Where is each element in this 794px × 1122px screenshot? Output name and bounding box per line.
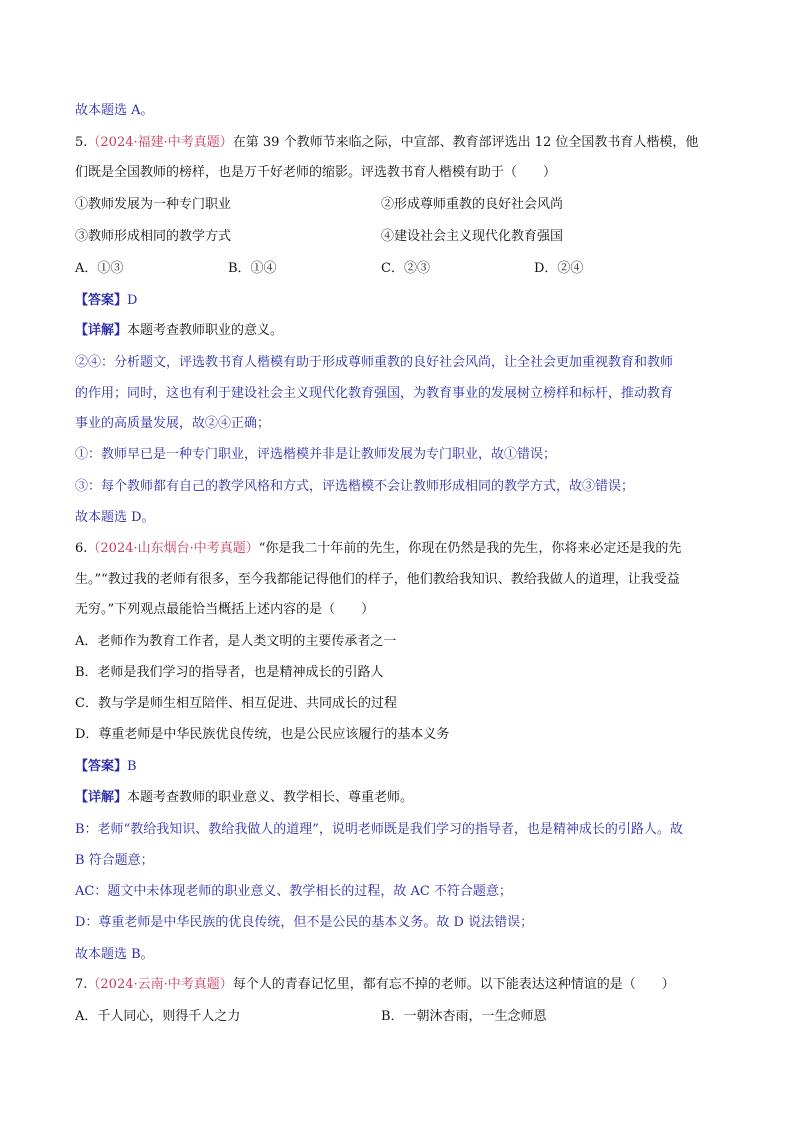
q7-option-b: B．一朝沐杏雨，一生念师恩: [381, 1009, 547, 1024]
q5-item-2: ②形成尊师重教的良好社会风尚: [381, 197, 564, 212]
q5-source: （2024·福建·中考真题）: [87, 135, 233, 150]
q5-option-d: D．②④: [534, 261, 584, 276]
q5-number: 5.: [75, 135, 88, 150]
q5-conclusion: 故本题选 D。: [75, 510, 155, 525]
q6-stem-text1: “你是我二十年前的先生，你现在仍然是我的先生，你将来必定还是我的先: [258, 541, 682, 556]
q5-detail-intro: 本题考查教师职业的意义。: [127, 323, 284, 338]
q7-source: （2024·云南·中考真题）: [87, 977, 233, 992]
q5-detail: [75, 322, 283, 340]
q6-number: 6.: [75, 541, 88, 556]
q5-item-4: ④建设社会主义现代化教育强国: [381, 229, 564, 244]
q5-stem-line2: 们既是全国教师的榜样，也是万千好老师的缩影。评选教书育人楷模有助于（ ）: [75, 165, 557, 180]
q5-stem-text1: 在第 39 个教师节来临之际，中宣部、教育部评选出 12 位全国教书育人楷模，他: [232, 135, 699, 150]
q5-detail-line: ②④：分析题文，评选教书育人楷模有助于形成尊师重教的良好社会风尚，让全社会更加重视教育和教师: [75, 355, 674, 370]
q5-answer: [75, 292, 137, 310]
q5-item-1: ①教师发展为一种专门职业: [75, 197, 232, 212]
q6-source: （2024·山东烟台·中考真题）: [87, 541, 259, 556]
q4-conclusion: 故本题选 A。: [75, 103, 154, 118]
q5-detail-label: 【详解】: [75, 323, 128, 338]
q5-detail-line: ③：每个教师都有自己的教学风格和方式，评选楷模不会让教师形成相同的教学方式，故③错误；: [75, 479, 635, 494]
q5-answer-label: 【答案】: [75, 293, 128, 308]
q5-detail-line: ①：教师早已是一种专门职业，评选楷模并非是让教师发展为专门职业，故①错误；: [75, 447, 557, 462]
q6-detail-line: D：尊重老师是中华民族的优良传统，但不是公民的基本义务。故 D 说法错误；: [75, 915, 534, 930]
q6-detail-line: B 符合题意；: [75, 853, 154, 868]
q5-option-b: B．①④: [228, 261, 277, 276]
q7-number: 7.: [75, 977, 88, 992]
q6-answer: [75, 758, 137, 776]
q5-stem-line1: [75, 134, 698, 152]
q6-detail-line: B：老师“教给我知识、教给我做人的道理”，说明老师既是我们学习的指导者，也是精神成长的引路人。故: [75, 822, 683, 837]
q5-option-c: C．②③: [381, 261, 430, 276]
q6-detail: [75, 789, 413, 807]
q6-stem-line2: 生。”“教过我的老师有很多，至今我都能记得他们的样子，他们教给我知识、教给我做人的道理，让我受益: [75, 572, 680, 587]
q6-detail-line: AC：题文中未体现老师的职业意义、教学相长的过程，故 AC 不符合题意；: [75, 884, 512, 899]
q7-option-a: A．千人同心，则得千人之力: [75, 1009, 241, 1024]
q6-option-a: A．老师作为教育工作者，是人类文明的主要传承者之一: [75, 634, 397, 649]
q5-detail-line: 事业的高质量发展，故②④正确；: [75, 416, 271, 431]
q6-option-b: B．老师是我们学习的指导者，也是精神成长的引路人: [75, 665, 384, 680]
q6-stem-line3: 无穷。”下列观点最能恰当概括上述内容的是（ ）: [75, 602, 375, 617]
q6-option-c: C．教与学是师生相互陪伴、相互促进、共同成长的过程: [75, 696, 397, 711]
q5-answer-value: D: [127, 293, 138, 308]
q6-option-d: D．尊重老师是中华民族优良传统，也是公民应该履行的基本义务: [75, 727, 450, 742]
q5-detail-line: 的作用；同时，这也有利于建设社会主义现代化教育强国，为教育事业的发展树立榜样和标杆，推动教育: [75, 386, 674, 401]
q6-answer-label: 【答案】: [75, 759, 128, 774]
q6-detail-label: 【详解】: [75, 790, 128, 805]
q5-option-a: A．①③: [75, 261, 124, 276]
q6-stem-line1: [75, 540, 681, 558]
q6-conclusion: 故本题选 B。: [75, 947, 154, 962]
q6-answer-value: B: [127, 759, 137, 774]
q7-stem-text1: 每个人的青春记忆里，都有忘不掉的老师。以下能表达这种情谊的是（ ）: [232, 977, 675, 992]
q5-item-3: ③教师形成相同的教学方式: [75, 229, 232, 244]
q7-stem-line1: [75, 976, 675, 994]
q6-detail-intro: 本题考查教师的职业意义、教学相长、尊重老师。: [127, 790, 414, 805]
